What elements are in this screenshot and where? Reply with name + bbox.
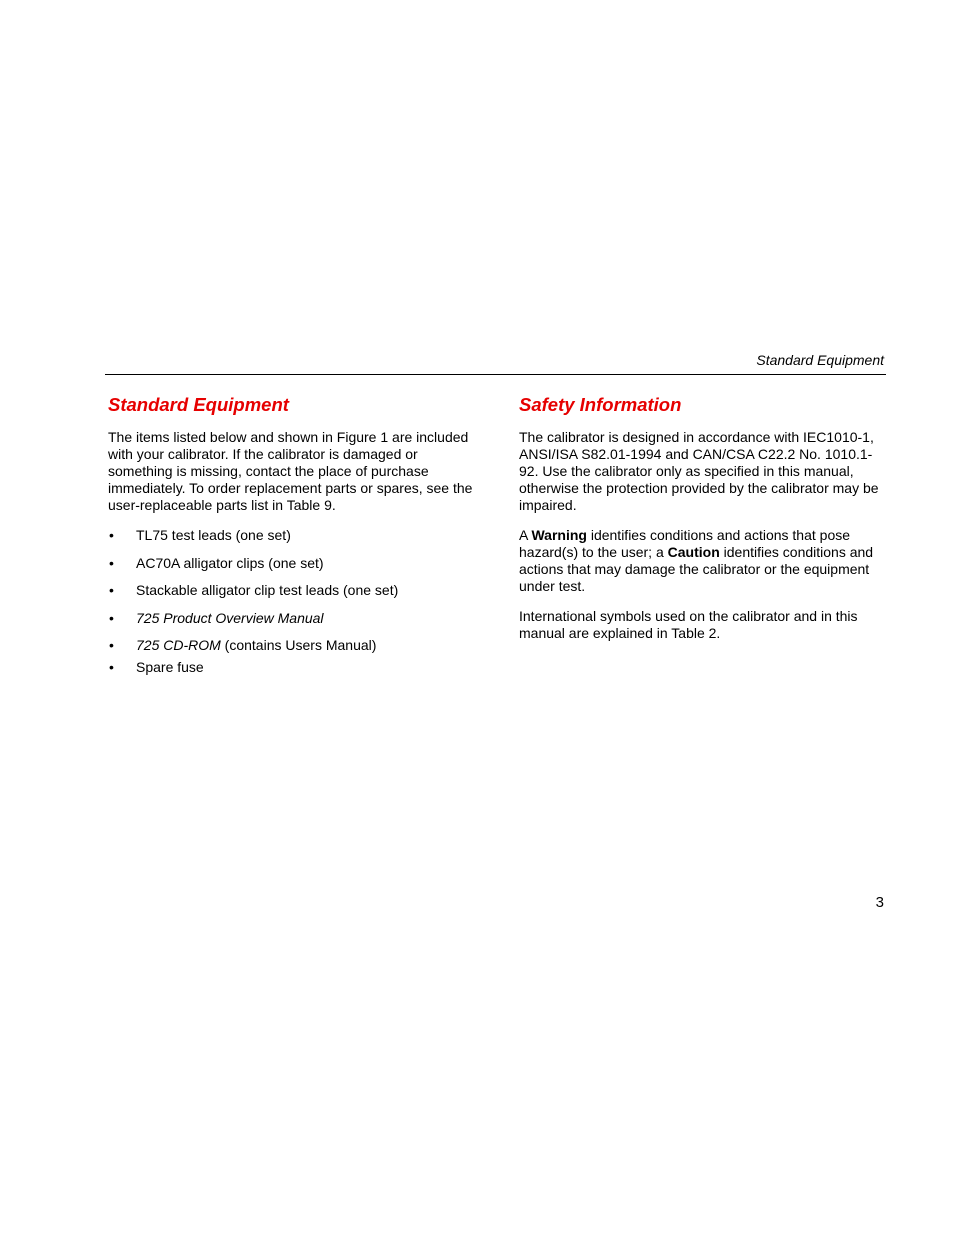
standard-equipment-intro: The items listed below and shown in Figure 1 are included with your calibrator. If the calibrator is damaged or something is missing, contact the place of purchase immediately. To order replacement parts or spares, see the user-replaceable parts list in Table 9. [108,429,473,513]
safety-para-symbols: International symbols used on the calibrator and in this manual are explained in Table 2. [519,608,858,641]
equipment-list [108,527,478,676]
list-item-text: (contains Users Manual) [220,637,377,653]
list-item-text: Spare fuse [136,659,204,675]
safety-information-heading: Safety Information [519,394,682,415]
list-item [108,527,478,544]
list-item-title: 725 CD-ROM [136,637,221,653]
safety-information-section [519,393,889,655]
safety-para-warning-caution [519,527,889,595]
running-header: Standard Equipment [756,352,884,368]
list-item-text: Stackable alligator clip test leads (one set) [136,582,399,598]
list-item [108,637,478,654]
list-item-text: AC70A alligator clips (one set) [136,554,324,571]
text-run: identifies conditions and actions that pose hazard(s) to the user; a [519,527,851,560]
standard-equipment-section [108,393,478,687]
bullet-icon: • [109,527,114,543]
page-number: 3 [875,894,884,911]
header-rule [105,374,886,375]
list-item [108,610,478,627]
text-run: identifies conditions and actions that may damage the calibrator or the equipment under test. [519,544,874,594]
bullet-icon: • [109,609,114,626]
list-item [108,555,478,572]
list-item [108,659,478,676]
bullet-icon: • [109,554,114,571]
standard-equipment-heading: Standard Equipment [108,394,289,415]
caution-term: Caution [667,544,720,560]
list-item-title: 725 Product Overview Manual [136,609,324,626]
list-item-text: TL75 test leads (one set) [136,527,291,543]
text-run: A [519,527,532,543]
bullet-icon: • [109,637,114,653]
warning-term: Warning [531,527,587,543]
bullet-icon: • [109,659,114,675]
safety-para-design: The calibrator is designed in accordance with IEC1010-1, ANSI/ISA S82.01-1994 and CAN/CSA C22.2 No. 1010.1-92. Use the calibrator only as specified in this manual, otherwise the protection provided by the calibrator may be impaired. [519,429,879,513]
list-item [108,582,478,599]
bullet-icon: • [109,582,114,598]
